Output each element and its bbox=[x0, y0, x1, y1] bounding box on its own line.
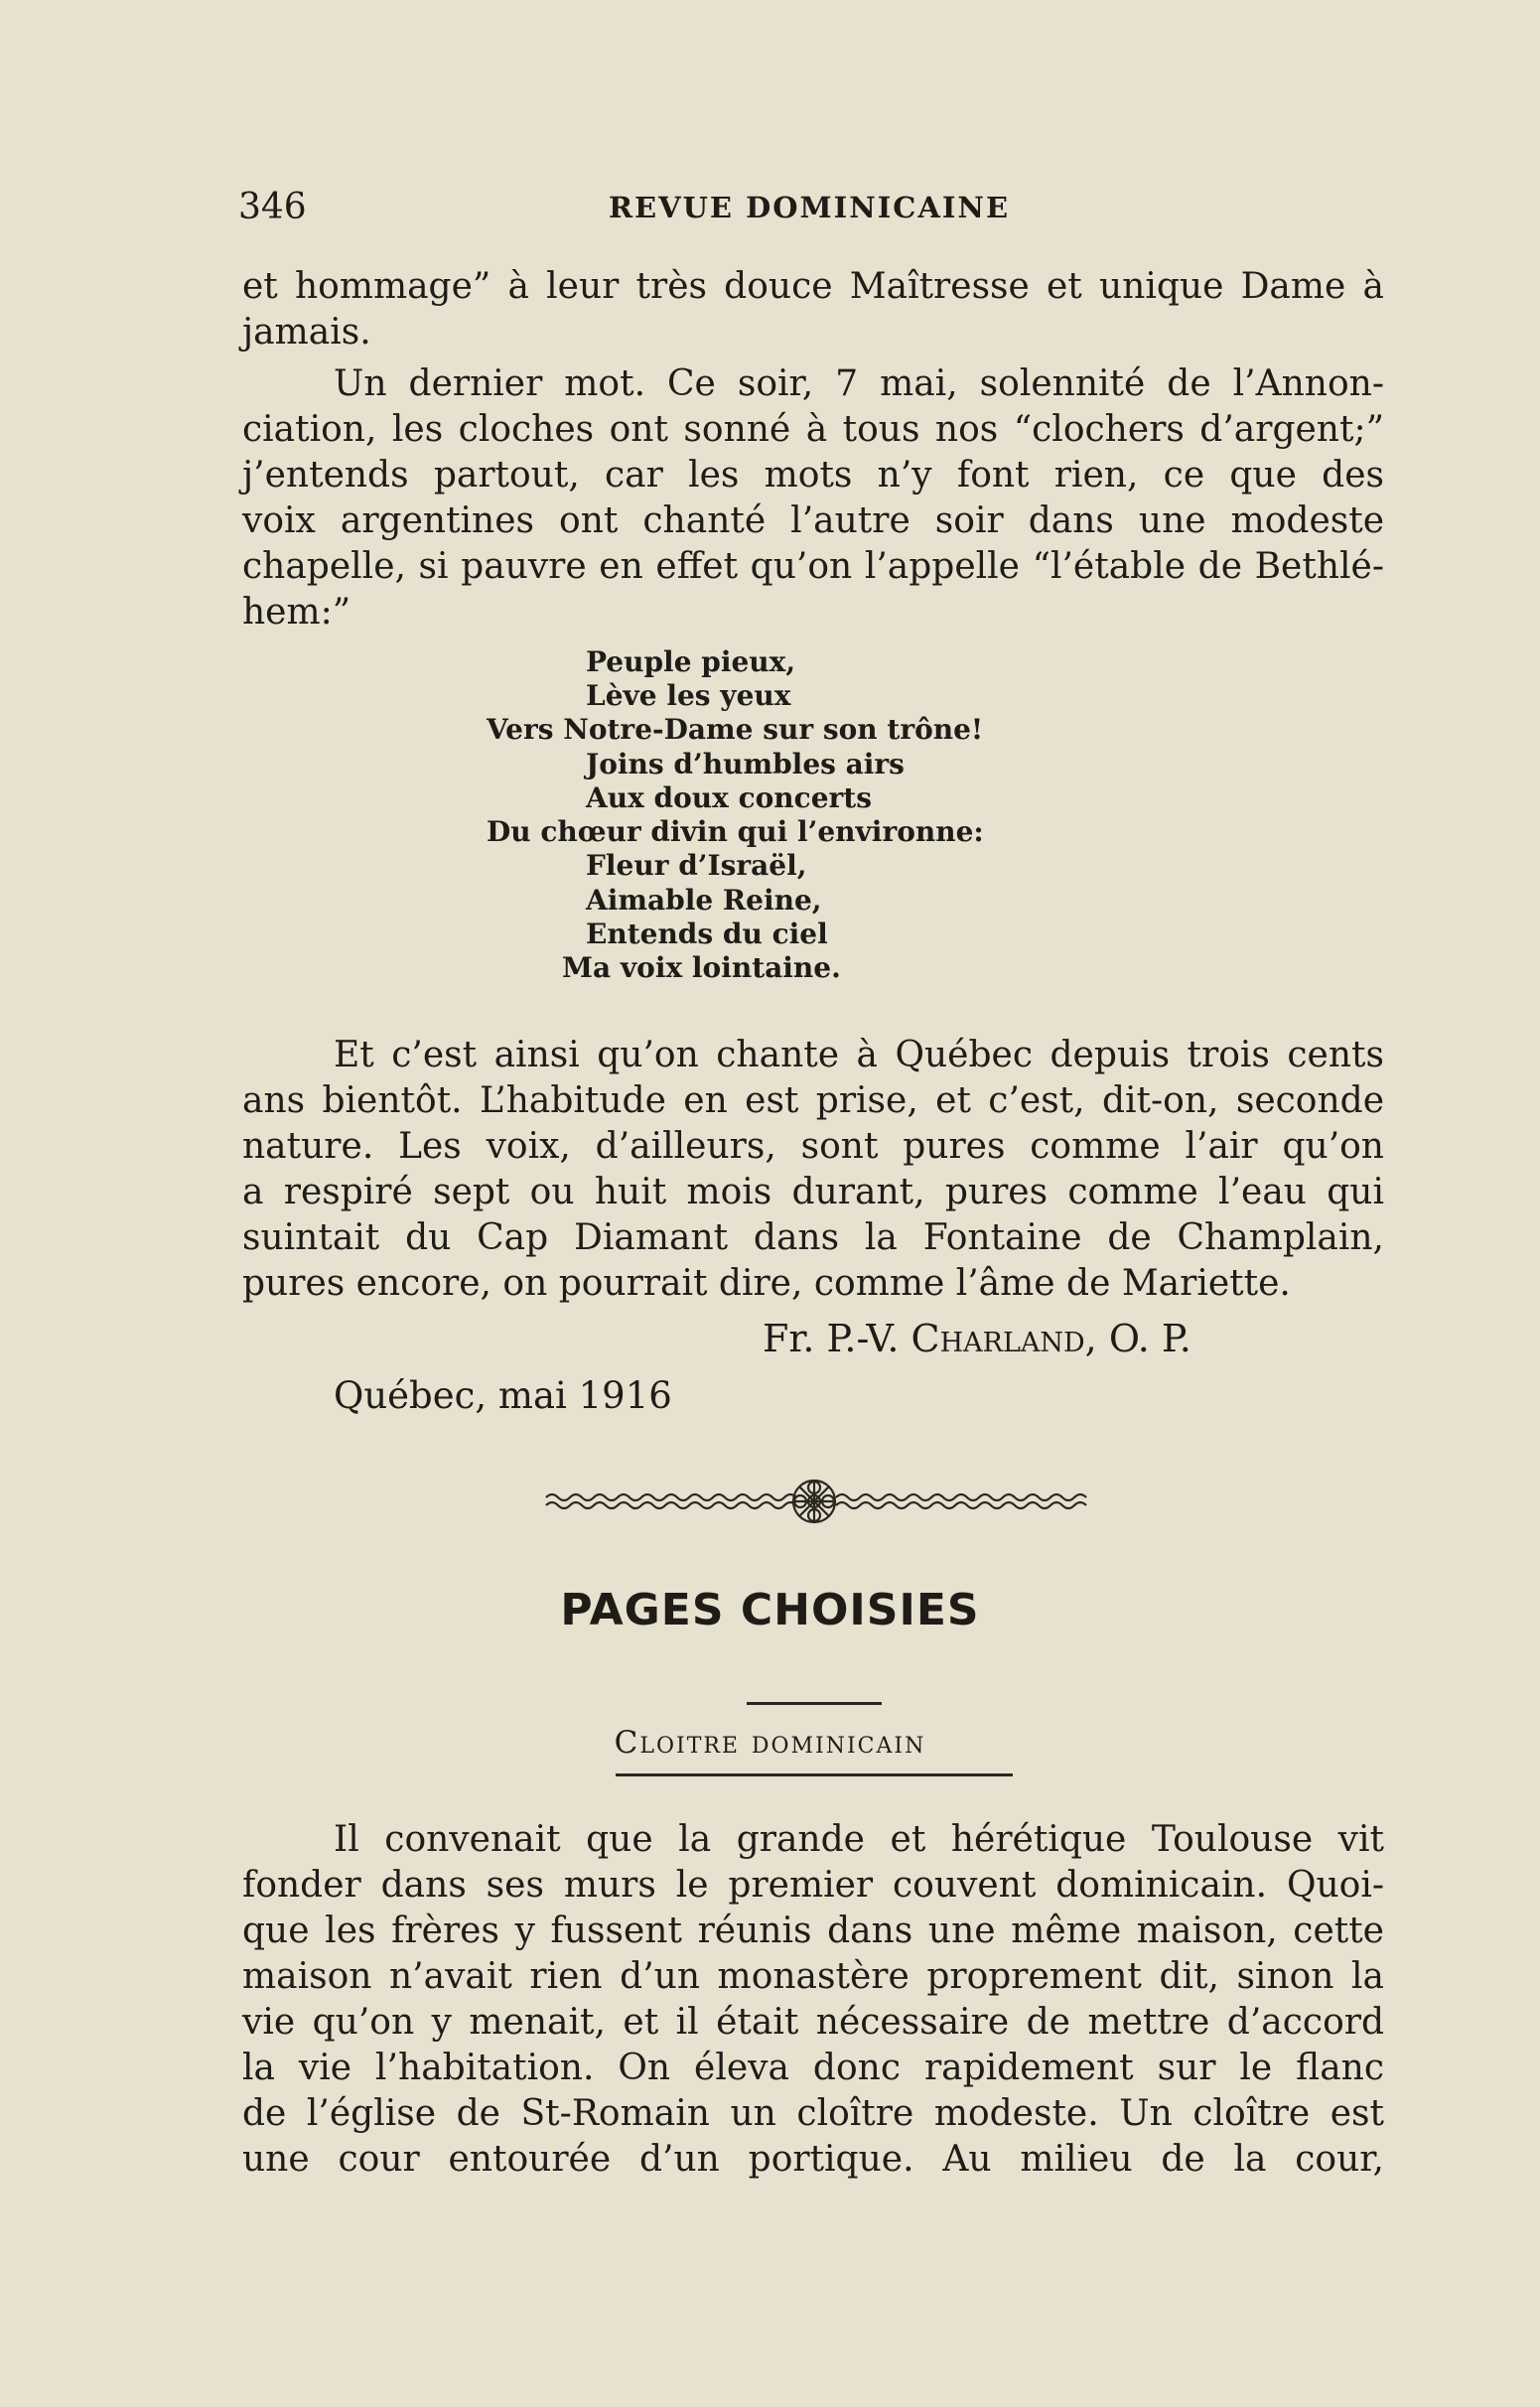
subtitle-underline bbox=[616, 1773, 1013, 1776]
signature-suffix: , O. P. bbox=[1084, 1317, 1191, 1360]
text-line: maison n’avait rien d’un monastère proprement dit, sinon la bbox=[242, 1956, 1384, 1997]
text-line: la vie l’habitation. On éleva donc rapidement sur le flanc bbox=[242, 2048, 1384, 2088]
paragraph-quebec bbox=[242, 1033, 1384, 1307]
text-line: vie qu’on y menait, et il était nécessaire de mettre d’accord bbox=[242, 2002, 1384, 2043]
verse-line: Lève les yeux bbox=[586, 679, 791, 712]
paragraph-continued bbox=[242, 264, 1384, 355]
text-line: nature. Les voix, d’ailleurs, sont pures comme l’air qu’on bbox=[242, 1126, 1384, 1167]
page-header bbox=[238, 187, 1380, 230]
verse-line: Joins d’humbles airs bbox=[586, 748, 905, 780]
page-number: 346 bbox=[238, 187, 307, 227]
text-line: hem:” bbox=[242, 592, 351, 633]
text-line: chapelle, si pauvre en effet qu’on l’appelle “l’étable de Bethlé- bbox=[242, 546, 1384, 587]
text-line: a respiré sept ou huit mois durant, pures comme l’eau qui bbox=[242, 1172, 1384, 1212]
title-rule bbox=[747, 1702, 882, 1705]
text-line: voix argentines ont chanté l’autre soir dans une modeste bbox=[242, 500, 1384, 541]
signature-prefix: Fr. P.-V. bbox=[763, 1317, 911, 1360]
text-line: et hommage” à leur très douce Maîtresse et unique Dame à bbox=[242, 266, 1384, 307]
paragraph-toulouse bbox=[242, 1817, 1384, 2183]
verse-line: Du chœur divin qui l’environne: bbox=[487, 815, 984, 848]
section-subtitle: Cloitre dominicain bbox=[614, 1725, 926, 1761]
verse-line: Vers Notre-Dame sur son trône! bbox=[487, 713, 984, 746]
text-line: une cour entourée d’un portique. Au milieu de la cour, bbox=[242, 2139, 1384, 2180]
paragraph-last-word bbox=[242, 361, 1384, 636]
text-line: Il convenait que la grande et hérétique Toulouse vit bbox=[334, 1819, 1384, 1860]
text-line: jamais. bbox=[242, 312, 371, 353]
text-line: j’entends partout, car les mots n’y font rien, ce que des bbox=[242, 455, 1384, 496]
signature-name: Charland bbox=[910, 1317, 1085, 1360]
text-line: Et c’est ainsi qu’on chante à Québec depuis trois cents bbox=[334, 1035, 1384, 1075]
dateline: Québec, mai 1916 bbox=[334, 1374, 672, 1417]
text-line: de l’église de St-Romain un cloître modeste. Un cloître est bbox=[242, 2093, 1384, 2134]
verse-line: Fleur d’Israël, bbox=[586, 849, 807, 882]
text-line: Un dernier mot. Ce soir, 7 mai, solennité de l’Annon- bbox=[334, 363, 1384, 404]
text-line: ciation, les cloches ont sonné à tous nos “clochers d’argent;” bbox=[242, 409, 1384, 450]
text-line: que les frères y fussent réunis dans une même maison, cette bbox=[242, 1911, 1384, 1951]
running-head: REVUE DOMINICAINE bbox=[608, 191, 1011, 224]
text-line: ans bientôt. L’habitude en est prise, et c’est, dit-on, seconde bbox=[242, 1080, 1384, 1121]
text-line: suintait du Cap Diamant dans la Fontaine de Champlain, bbox=[242, 1217, 1384, 1258]
verse-line: Ma voix lointaine. bbox=[562, 951, 841, 984]
verse-line: Aimable Reine, bbox=[586, 884, 822, 917]
ornamental-divider bbox=[544, 1472, 1088, 1527]
text-line: pures encore, on pourrait dire, comme l’âme de Mariette. bbox=[242, 1263, 1291, 1304]
section-title: PAGES CHOISIES bbox=[560, 1585, 980, 1635]
verse-line: Aux doux concerts bbox=[586, 781, 872, 814]
verse-line: Peuple pieux, bbox=[586, 645, 796, 678]
text-line: fonder dans ses murs le premier couvent dominicain. Quoi- bbox=[242, 1865, 1384, 1906]
verse-line: Entends du ciel bbox=[586, 918, 828, 950]
author-signature bbox=[763, 1317, 1191, 1360]
